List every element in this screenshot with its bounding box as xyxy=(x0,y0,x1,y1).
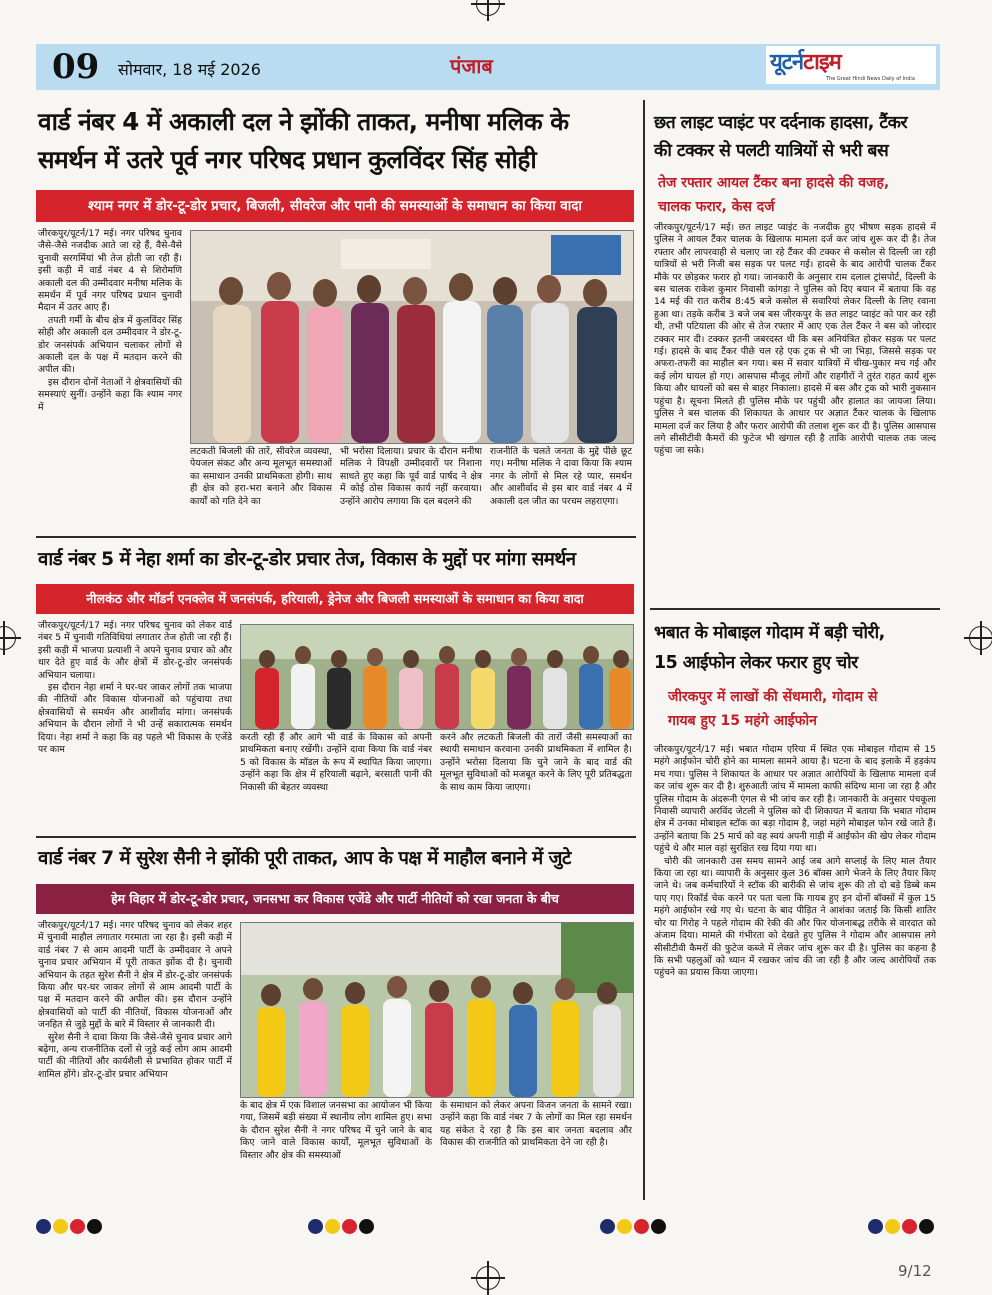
story3-column-3: के समाधान को लेकर अपना विजन जनता के सामने रखा। उन्होंने कहा कि वार्ड नंबर 7 के लोगों का मिल रहा समर्थन यह संकेत दे रहा है कि इस बार जनता बदलाव और विकास की राजनीति को प्राथमिकता देने जा रही है। xyxy=(440,1100,632,1149)
story1-column-3: भी भरोसा दिलाया। प्रचार के दौरान मनीषा मलिक ने विपक्षी उम्मीदवारों पर निशाना साधते हुए कहा कि पूर्व वार्ड पार्षद ने क्षेत्र में कोई ठोस विकास कार्य नहीं करवाया। उन्होंने आरोप लगाया कि दल बदलने की xyxy=(340,446,482,507)
masthead-logo xyxy=(766,46,936,84)
color-bar-1 xyxy=(36,1216,104,1232)
story2-column-1 xyxy=(38,620,232,830)
story3-subhead: हेम विहार में डोर-टू-डोर प्रचार, जनसभा कर विकास एजेंडे और पार्टी नीतियों को रखा जनता के बीच xyxy=(36,884,634,914)
color-bar-2 xyxy=(308,1216,376,1232)
story5-paragraph-2: चोरी की जानकारी उस समय सामने आई जब आगे सप्लाई के लिए माल तैयार किया जा रहा था। व्यापारी के अनुसार कुल 36 बॉक्स आगे भेजने के लिए तैयार किए जाने थे। जब कर्मचारियों ने स्टॉक की बारीकी से जांच शुरू की तो दो बड़े डिब्बे कम पाए गए। रिकॉर्ड चेक करने पर पता चला कि गायब हुए इन दोनों बॉक्सों में कुल 15 महंगे आईफोन रखे गए थे। घटना के बाद पीड़ित ने आशंका जताई कि किसी शातिर चोर या गिरोह ने पहले गोदाम की रेकी की और फिर योजनाबद्ध तरीके से वारदात को अंजाम दिया। मामले की गंभीरता को देखते हुए पुलिस ने गोदाम और आसपास लगे सीसीटीवी कैमरों की फुटेज कब्जे में लेकर जांच शुरू कर दी है। पुलिस का कहना है कि सभी पहलुओं को ध्यान में रखकर जांच की जा रही है और जल्द आरोपियों तक पहुंचने का प्रयास किया जाएगा। xyxy=(654,855,936,979)
color-dot-navy xyxy=(308,1219,323,1234)
color-dot-red xyxy=(902,1219,917,1234)
story3-column-1 xyxy=(38,920,232,1200)
story5-headline-line2: 15 आईफोन लेकर फरार हुए चोर xyxy=(654,653,858,673)
story2-paragraph-1: जीरकपुर/यूटर्न/17 मई। नगर परिषद चुनाव को लेकर वार्ड नंबर 5 में चुनावी गतिविधियां लगातार तेज होती जा रही हैं। इसी कड़ी में भाजपा प्रत्याशी ने अपने चुनाव प्रचार को और धार देते हुए वार्ड के और क्षेत्रों में डोर-टू-डोर जनसंपर्क अभियान चलाया। xyxy=(38,620,232,681)
color-dot-black xyxy=(919,1219,934,1234)
color-dot-yellow xyxy=(885,1219,900,1234)
color-bar-3 xyxy=(600,1216,668,1232)
story2-paragraph-2: इस दौरान नेहा शर्मा ने घर-घर जाकर लोगों तक भाजपा की नीतियों और विकास योजनाओं को पहुंचाया तथा क्षेत्रवासियों से समर्थन और आशीर्वाद मांगा। जनसंपर्क अभियान के दौरान लोगों ने भी उन्हें सकारात्मक समर्थन दिया। नेहा शर्मा ने कहा कि वह पहले भी विकास के एजेंडे पर काम xyxy=(38,682,232,756)
color-dot-red xyxy=(342,1219,357,1234)
color-dot-yellow xyxy=(617,1219,632,1234)
story1-divider xyxy=(36,536,636,538)
logo-tagline: The Great Hindi News Daily of India xyxy=(826,76,915,82)
registration-mark-top xyxy=(476,0,500,16)
color-dot-black xyxy=(651,1219,666,1234)
logo-accent: टाइम xyxy=(803,50,841,75)
registration-mark-left xyxy=(0,626,16,650)
story4-body: जीरकपुर/यूटर्न/17 मई। छत लाइट प्वाइंट के नजदीक हुए भीषण सड़क हादसे में पुलिस ने आयल टैंकर चालक के खिलाफ मामला दर्ज कर जांच शुरू कर दी है। तेज रफ्तार और लापरवाही से चलाए जा रहे टैंकर की टक्कर से कसोल से दिल्ली जा रही यात्रियों से भरी निजी बस सड़क पर पलट गई। हादसे के बाद आरोपी चालक टैंकर मौके पर छोड़कर फरार हो गया। जानकारी के अनुसार राम दलाल ट्रांसपोर्ट, दिल्ली के बस चालक राकेश कुमार निवासी कांगड़ा ने पुलिस को दिए बयान में बताया कि वह 14 मई की रात करीब 8:45 बजे कसोल से सवारियां लेकर दिल्ली के लिए रवाना हुआ था। तड़के करीब 3 बजे जब बस जीरकपुर के छत लाइट प्वाइंट को पार कर रही थी, तभी पटियाला की ओर से तेज रफ्तार में आए एक तेल टैंकर ने बस को जोरदार टक्कर मार दी। टक्कर इतनी जबरदस्त थी कि बस अनियंत्रित होकर सड़क पर पलट गई। हादसे के बाद टैंकर पीछे चल रहे एक ट्रक से भी जा भिड़ा, जिससे सड़क पर अफरा-तफरी का माहौल बन गया। बस में सवार यात्रियों में चीख-पुकार मच गई और कई लोग घायल हो गए। आसपास मौजूद लोगों और राहगीरों ने तुरंत राहत कार्य शुरू किया और घायलों को बस से बाहर निकाला। हादसे में बस और ट्रक को भारी नुकसान पहुंचा है। सूचना मिलते ही पुलिस मौके पर पहुंची और हालात का जायजा लिया। पुलिस ने बस चालक की शिकायत के आधार पर अज्ञात टैंकर चालक के खिलाफ मामला दर्ज कर लिया है और फरार आरोपी की तलाश शुरू कर दी है। पुलिस आसपास लगे सीसीटीवी कैमरों की फुटेज भी खंगाल रही है ताकि आरोपी चालक तक जल्द पहुंचा जा सके। xyxy=(654,222,936,457)
color-dot-black xyxy=(359,1219,374,1234)
story2-divider xyxy=(36,836,636,838)
story4-subhead-line1: तेज रफ्तार आयल टैंकर बना हादसे की वजह, xyxy=(658,175,890,191)
story5-body xyxy=(654,744,936,1200)
story5-subhead-line1: जीरकपुर में लाखों की सेंधमारी, गोदाम से xyxy=(668,689,878,705)
story1-column-2: लटकती बिजली की तारें, सीवरेज व्यवस्था, पेयजल संकट और अन्य मूलभूत समस्याओं का समाधान उनकी प्राथमिकता होगी। साथ ही क्षेत्र को हरा-भरा बनाने और विकास कार्यों को गति देने का xyxy=(190,446,332,507)
story3-headline: वार्ड नंबर 7 में सुरेश सैनी ने झोंकी पूरी ताकत, आप के पक्ष में माहौल बनाने में जुटे xyxy=(38,848,571,869)
story5-paragraph-1: जीरकपुर/यूटर्न/17 मई। भबात गोदाम एरिया में स्थित एक मोबाइल गोदाम से 15 महंगे आईफोन चोरी होने का मामला सामने आया है। घटना के बाद इलाके में हड़कंप मच गया। पुलिस ने शिकायत के आधार पर अज्ञात आरोपियों के खिलाफ मामला दर्ज कर जांच शुरू कर दी है। शुरुआती जांच में मामला काफी संदिग्ध माना जा रहा है और पुलिस गोदाम के अंदरूनी एंगल से भी जांच कर रही है। जानकारी के अनुसार पंचकूला निवासी व्यापारी अरविंद जेटली ने पुलिस को दी शिकायत में बताया कि भबात गोदाम क्षेत्र में उनका मोबाइल स्टॉक का बड़ा गोदाम है, जहां महंगे मोबाइल फोन रखे जाते हैं। उन्होंने बताया कि 25 मार्च को वह स्वयं अपनी गाड़ी में आईफोन की खेप लेकर गोदाम पहुंचे थे और माल वहां सुरक्षित रख दिया गया था। xyxy=(654,744,936,855)
story2-subhead: नीलकंठ और मॉडर्न एनक्लेव में जनसंपर्क, हरियाली, ड्रेनेज और बिजली समस्याओं के समाधान का किया वादा xyxy=(36,584,634,614)
story4-subhead-line2: चालक फरार, केस दर्ज xyxy=(658,199,775,215)
story1-paragraph-1: जीरकपुर/यूटर्न/17 मई। नगर परिषद चुनाव जैसे-जैसे नजदीक आते जा रहे हैं, वैसे-वैसे चुनावी सरगर्मियां भी तेज होती जा रही हैं। इसी कड़ी में वार्ड नंबर 4 से शिरोमणि अकाली दल की उम्मीदवार मनीषा मलिक के समर्थन में पूर्व नगर परिषद प्रधान चुनावी मैदान में उतर आए हैं। xyxy=(38,228,182,314)
story1-column-1 xyxy=(38,228,182,526)
page-number: 09 xyxy=(52,47,100,87)
story3-column-2: के बाद क्षेत्र में एक विशाल जनसभा का आयोजन भी किया गया, जिसमें बड़ी संख्या में स्थानीय लोग शामिल हुए। सभा के दौरान सुरेश सैनी ने नगर परिषद में चुने जाने के बाद किए जाने वाले विकास कार्यों, मूलभूत सुविधाओं के विस्तार और क्षेत्र की समस्याओं xyxy=(240,1100,432,1161)
story2-column-2: करती रही हैं और आगे भी वार्ड के विकास को अपनी प्राथमिकता बनाए रखेंगी। उन्होंने दावा किया कि वार्ड नंबर 5 को विकास के मॉडल के रूप में स्थापित किया जाएगा। उन्होंने कहा कि क्षेत्र में हरियाली बढ़ाने, बरसाती पानी की निकासी की बेहतर व्यवस्था xyxy=(240,732,432,793)
color-dot-navy xyxy=(600,1219,615,1234)
story3-photo xyxy=(240,922,634,1098)
section-title: पंजाब xyxy=(450,54,493,78)
page-counter: 9/12 xyxy=(898,1262,932,1280)
story5-subhead-line2: गायब हुए 15 महंगे आईफोन xyxy=(668,713,817,729)
registration-mark-bottom xyxy=(476,1266,500,1290)
color-dot-black xyxy=(87,1219,102,1234)
story1-column-4: राजनीति के चलते जनता के मुद्दे पीछे छूट गए। मनीषा मलिक ने दावा किया कि श्याम नगर के लोगों से मिल रहे प्यार, समर्थन और आशीर्वाद से इस बार वार्ड नंबर 4 में अकाली दल जीत का परचम लहराएगा। xyxy=(490,446,632,507)
story4-divider xyxy=(650,608,940,610)
story3-paragraph-2: सुरेश सैनी ने दावा किया कि जैसे-जैसे चुनाव प्रचार आगे बढ़ेगा, अन्य राजनीतिक दलों से जुड़े कई लोग आम आदमी पार्टी की नीतियों और कार्यशैली से प्रभावित होकर पार्टी में शामिल होंगे। डोर-टू-डोर प्रचार अभियान xyxy=(38,1031,232,1080)
column-divider xyxy=(643,100,645,1200)
color-dot-red xyxy=(70,1219,85,1234)
story1-headline-line2: समर्थन में उतरे पूर्व नगर परिषद प्रधान कुलविंदर सिंह सोही xyxy=(38,145,537,174)
story2-photo xyxy=(240,624,634,730)
story5-headline-line1: भबात के मोबाइल गोदाम में बड़ी चोरी, xyxy=(654,623,885,643)
logo-main: यूटर्न xyxy=(770,50,804,75)
story1-paragraph-3: इस दौरान दोनों नेताओं ने क्षेत्रवासियों की समस्याएं सुनीं। उन्होंने कहा कि श्याम नगर में xyxy=(38,376,182,413)
story4-headline-line1: छत लाइट प्वाइंट पर दर्दनाक हादसा, टैंकर xyxy=(654,113,908,133)
story2-column-3: करने और लटकती बिजली की तारों जैसी समस्याओं का स्थायी समाधान करवाना उनकी प्राथमिकता में शामिल है। उन्होंने भरोसा दिलाया कि चुने जाने के बाद वार्ड की मूलभूत सुविधाओं को मजबूत करने के लिए पूरी प्रतिबद्धता के साथ काम किया जाएगा। xyxy=(440,732,632,793)
color-dot-navy xyxy=(868,1219,883,1234)
story1-headline-line1: वार्ड नंबर 4 में अकाली दल ने झोंकी ताकत, मनीषा मलिक के xyxy=(38,107,569,136)
story2-headline: वार्ड नंबर 5 में नेहा शर्मा का डोर-टू-डोर प्रचार तेज, विकास के मुद्दों पर मांगा समर्थन xyxy=(38,549,576,570)
color-bar-4 xyxy=(868,1216,936,1232)
story1-subhead: श्याम नगर में डोर-टू-डोर प्रचार, बिजली, सीवरेज और पानी की समस्याओं के समाधान का किया वादा xyxy=(36,190,634,222)
issue-date: सोमवार, 18 मई 2026 xyxy=(118,60,261,79)
color-dot-yellow xyxy=(53,1219,68,1234)
story1-paragraph-2: तपती गर्मी के बीच क्षेत्र में कुलविंदर सिंह सोही और अकाली दल उम्मीदवार ने डोर-टू-डोर जनसंपर्क अभियान चलाकर लोगों से अकाली दल के पक्ष में मतदान करने की अपील की। xyxy=(38,314,182,376)
registration-mark-right xyxy=(969,626,992,650)
story3-paragraph-1: जीरकपुर/यूटर्न/17 मई। नगर परिषद चुनाव को लेकर शहर में चुनावी माहौल लगातार गरमाता जा रहा है। इसी कड़ी में वार्ड नंबर 7 से आम आदमी पार्टी के उम्मीदवार ने अपने चुनाव प्रचार अभियान में पूरी ताकत झोंक दी है। चुनावी अभियान के तहत सुरेश सैनी ने क्षेत्र में डोर-टू-डोर जनसंपर्क किया और घर-घर जाकर लोगों से आम आदमी पार्टी के पक्ष में मतदान करने की अपील की। इस दौरान उन्होंने क्षेत्रवासियों को पार्टी की नीतियों, विकास योजनाओं और जनहित से जुड़े मुद्दों के बारे में विस्तार से जानकारी दी। xyxy=(38,920,232,1031)
color-dot-red xyxy=(634,1219,649,1234)
color-dot-yellow xyxy=(325,1219,340,1234)
story1-photo xyxy=(190,230,634,444)
story4-headline-line2: की टक्कर से पलटी यात्रियों से भरी बस xyxy=(654,141,889,161)
color-dot-navy xyxy=(36,1219,51,1234)
